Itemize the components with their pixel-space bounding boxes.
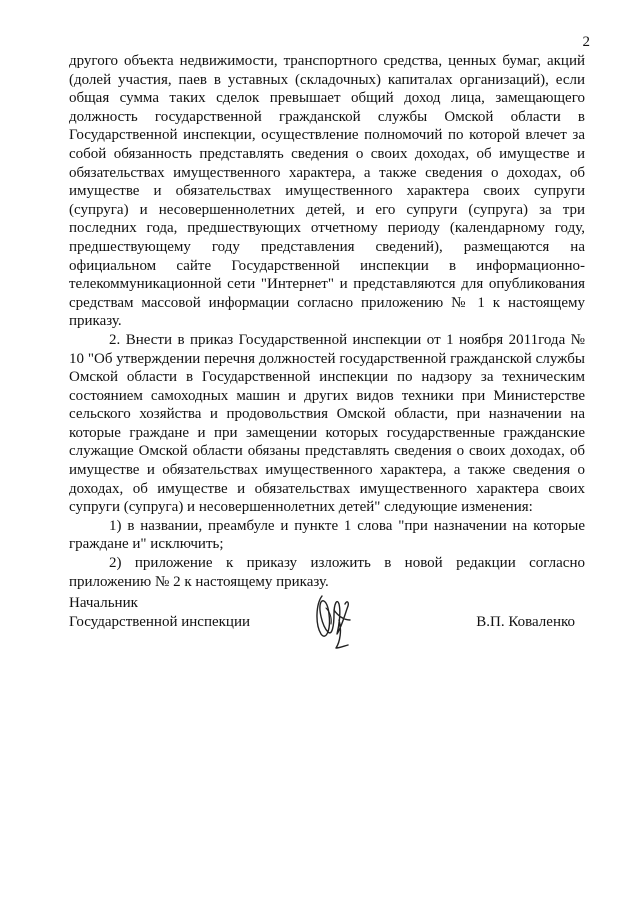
handwritten-signature — [312, 590, 358, 652]
paragraph-item-2: 2. Внести в приказ Государственной инспекции от 1 ноября 2011года № 10 "Об утверждении перечня должностей государственной гражданской службы Омской области в Государственной инспекции по надзору за техническим состоянием самоходных машин и других видов техники при Министерстве сельского хозяйства и продовольствия Омской области, при назначении на которые граждане и при замещении которых государственные гражданские служащие Омской области обязаны представлять сведения о своих доходах, об имуществе и обязательствах имущественного характера, а также сведения о доходах, об имуществе и обязательствах имущественного характера своих супруги (супруга) и несовершеннолетних детей" следующие изменения: — [69, 331, 585, 516]
signature-block — [69, 594, 585, 664]
page-number: 2 — [582, 34, 590, 50]
signer-title-line-2: Государственной инспекции — [69, 613, 250, 630]
signer-title — [69, 594, 250, 631]
paragraph-subitem-2: 2) приложение к приказу изложить в новой редакции согласно приложению № 2 к настоящему приказу. — [69, 555, 585, 590]
signer-title-line-1: Начальник — [69, 595, 138, 611]
document-body — [69, 52, 585, 591]
paragraph-subitem-1: 1) в названии, преамбуле и пункте 1 слова "при назначении на которые граждане и" исключить; — [69, 517, 585, 553]
paragraph-continuation: другого объекта недвижимости, транспортного средства, ценных бумаг, акций (долей участия, паев в уставных (складочных) капиталах организаций), если общая сумма таких сделок превышает общий доход лица, замещающего должность государственной гражданской службы Омской области в Государственной инспекции, осуществление полномочий по которой влечет за собой обязанность представлять сведения о своих доходах, об имуществе и обязательствах имущественного характера, а также сведения о доходах, об имуществе и обязательствах имущественного характера своих супруги (супруга) и несовершеннолетних детей, и его супруги (супруга) за три последних года, предшествующих отчетному периоду (календарному году, предшествующему году представления сведений), размещаются на официальном сайте Государственной инспекции в информационно-телекоммуникационной сети "Интернет" и представляются для опубликования средствам массовой информации согласно приложению № 1 к настоящему приказу. — [69, 53, 585, 330]
signer-name: В.П. Коваленко — [476, 613, 575, 630]
